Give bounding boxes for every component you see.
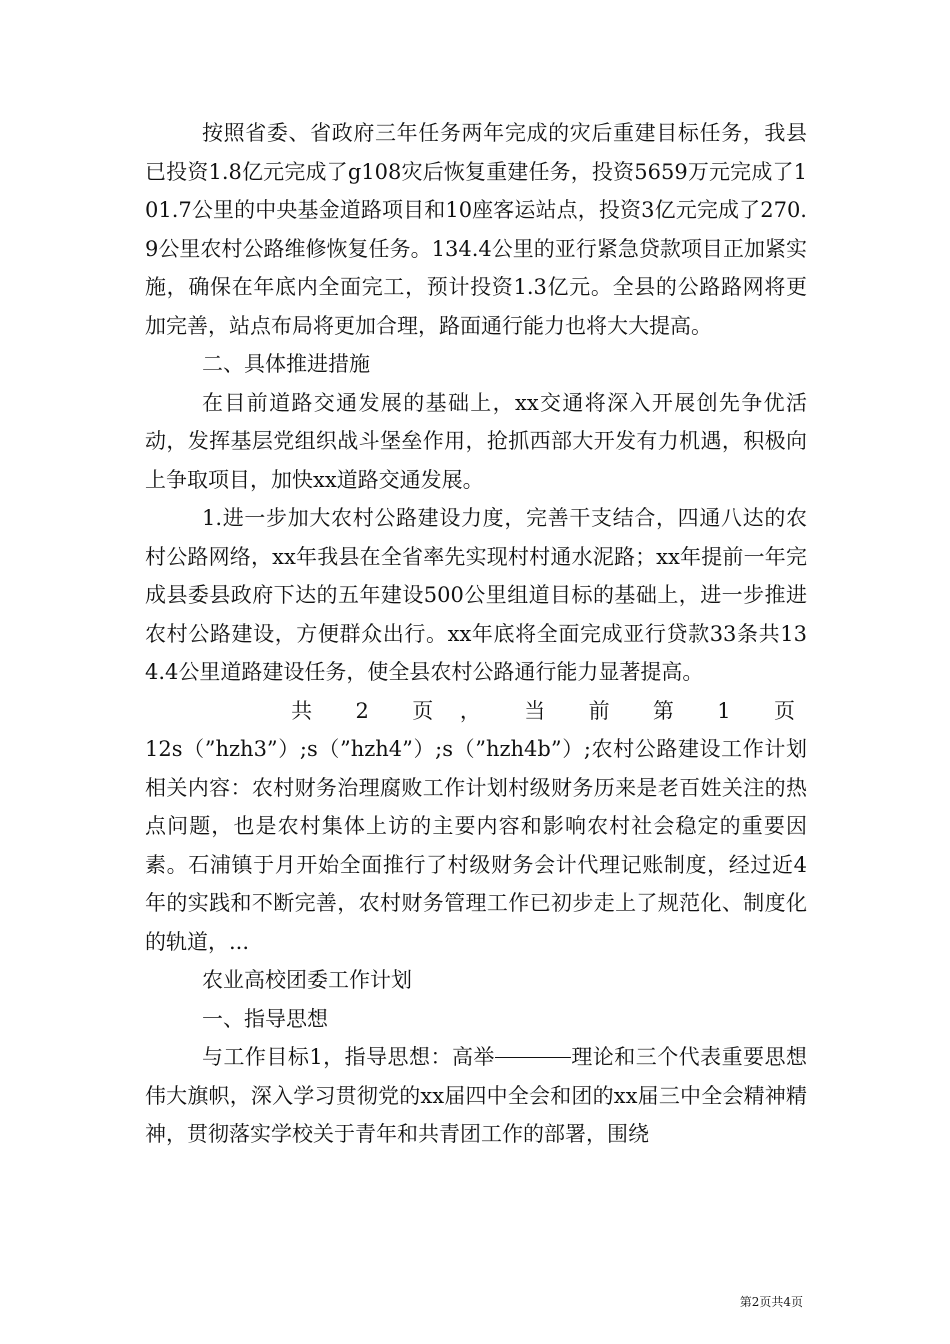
paragraph-reconstruction: 按照省委、省政府三年任务两年完成的灾后重建目标任务，我县已投资1.8亿元完成了g108灾后恢复重建任务，投资5659万元完成了101.7公里的中央基金道路项目和10座客运站点，投资3亿元完成了270.9公里农村公路维修恢复任务。134.4公里的亚行紧急贷款项目正加紧实施，确保在年底内全面完工，预计投资1.3亿元。全县的公路路网将更加完善，站点布局将更加合理，路面通行能力也将大大提高。 xyxy=(145,121,807,338)
paragraph-related-content: 12s（”hzh3”）;s（”hzh4”）;s（”hzh4b”）;农村公路建设工作计划相关内容：农村财务治理腐败工作计划村级财务历来是老百姓关注的热点问题，也是农村集体上访的主要内容和影响农村社会稳定的重要因素。石浦镇于月开始全面推行了村级财务会计代理记账制度，经过近4年的实践和不断完善，农村财务管理工作已初步走上了规范化、制度化的轨道，... xyxy=(145,737,807,954)
section-heading-measures: 二、具体推进措施 xyxy=(202,352,370,376)
guide-text-before-blank: 与工作目标1，指导思想：高举 xyxy=(202,1045,495,1069)
paragraph-rural-roads: 1.进一步加大农村公路建设力度，完善干支结合，四通八达的农村公路网络，xx年我县在全省率先实现村村通水泥路；xx年提前一年完成县委县政府下达的五年建设500公里组道目标的基础上，进一步推进农村公路建设，方便群众出行。xx年底将全面完成亚行贷款33条共134.4公里道路建设任务，使全县农村公路通行能力显著提高。 xyxy=(145,506,807,684)
heading-plan-title: 农业高校团委工作计划 xyxy=(202,968,412,992)
paragraph-guiding-ideology xyxy=(145,1038,807,1154)
fill-in-blank xyxy=(495,1056,571,1058)
page-footer: 第2页共4页 xyxy=(739,1295,803,1309)
heading-guiding-ideology: 一、指导思想 xyxy=(202,1006,328,1031)
document-body xyxy=(145,114,807,1154)
guide-text-after-blank: 理论和三个代表重要思想伟大旗帜，深入学习贯彻党的xx届四中全会和团的xx届三中全会精神精神，贯彻落实学校关于青年和共青团工作的部署，围绕 xyxy=(145,1045,807,1146)
paragraph-development: 在目前道路交通发展的基础上，xx交通将深入开展创先争优活动，发挥基层党组织战斗堡垒作用，抢抓西部大开发有力机遇，积极向上争取项目，加快xx道路交通发展。 xyxy=(145,390,807,492)
page-indicator-text: 共 2 页 ， 当 前 第 1 页 xyxy=(291,698,805,723)
page-indicator-inline xyxy=(145,692,807,731)
